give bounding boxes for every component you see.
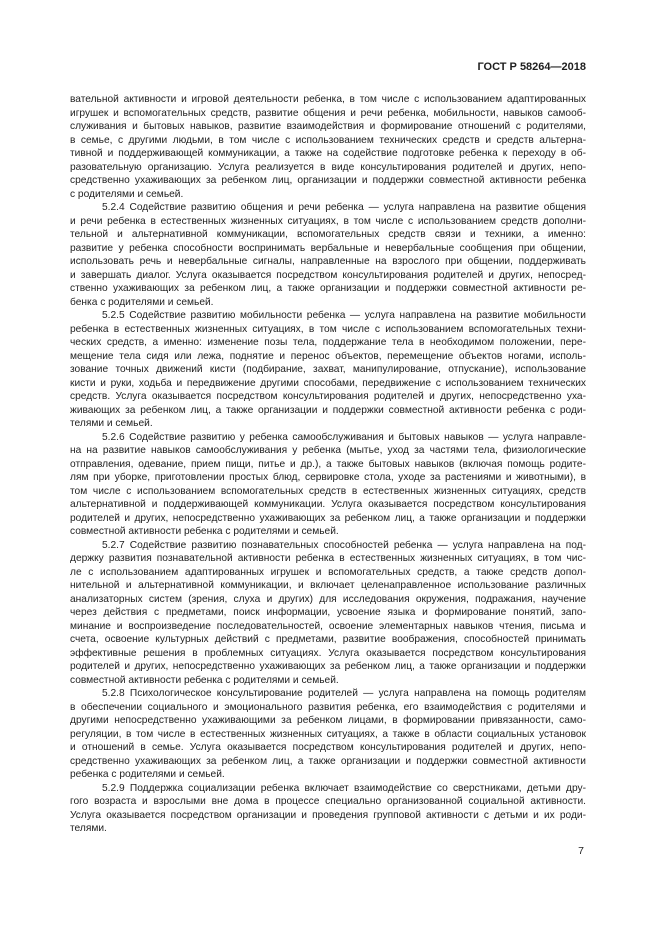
text-line: тивной и поддерживающей коммуникации, а также на содействие подготовке ребенка к переходу в об- [70,148,586,159]
text-line: и речи ребенка в естественных жизненных ситуациях, в том числе с использованием средств дополни- [70,215,586,227]
text-line: игрушек и вспомогательных средств, развитие общения и речи ребенка, мобильности, навыков самооб- [70,107,586,119]
text-line: живающих за ребенком лиц, а также организации и поддержки совместной активности ребенка с роди- [70,404,586,416]
text-line: гого возраста и взрослыми вне дома в процессе специально организованной социальной активности. [70,796,586,807]
text-line: эффективные решения в проблемных ситуациях. Услуга оказывается посредством консультирования [70,647,586,659]
text-line: родителей и других, непосредственно ухаживающих за ребенком лиц, а также организации и поддержки [70,661,586,672]
text-line: и завершать диалог. Услуга оказывается посредством консультирования родителей и других, непосред- [70,269,586,281]
text-line: с родителями и семьей. [70,188,184,200]
text-line: минание и воспроизведение последовательностей, освоение элементарных навыков чтения, письма и [70,620,586,632]
standard-code: ГОСТ Р 58264—2018 [477,61,586,73]
text-line: телями. [70,823,107,834]
text-line: через действия с предметами, поиск информации, усвоение языка и формирование понятий, запо- [70,607,586,618]
text-line: бенка с родителями и семьей. [70,296,214,308]
paragraph-5-2-6 [70,431,586,539]
paragraph-5-2-7 [70,539,586,688]
text-line: в обеспечении социального и эмоционального развития ребенка, его взаимодействия с родителями и [70,701,586,713]
text-line: в семье, с другими людьми, в том числе с использованием технических средств и средств альтерна- [70,134,586,146]
text-line: совместной активности ребенка с родителями и семьей. [70,674,339,686]
text-line: разовательную организацию. Услуга реализуется в виде консультирования родителей и других, непо- [70,161,586,173]
paragraph-5-2-4 [70,201,586,309]
text-line: счета, освоение культурных действий с предметами, развитие воображения, способностей принимать [70,634,586,645]
text-line: 5.2.9 Поддержка социализации ребенка включает взаимодействие со сверстниками, детьми дру- [102,782,586,794]
text-line: ческих средств, а именно: изменение позы тела, поддержание тела в необходимом положении, пере- [70,337,586,348]
page-number: 7 [578,845,584,857]
text-line: ственно ухаживающих за ребенком лиц, а также организации и поддержки совместной активности ре- [70,283,586,294]
text-line: средственно ухаживающих за ребенком лиц, а также организации и поддержки совместной активности [70,755,586,767]
text-line: 5.2.5 Содействие развитию мобильности ребенка — услуга направлена на развитие мобильности [102,310,586,321]
text-line: зование точных движений кисти (подбирание, захват, манипулирование, отпускание), использование [70,364,586,375]
text-line: телями и семьей. [70,418,153,429]
text-line: нительной и альтернативной коммуникации, и включает целенаправленное использование различных [70,580,586,591]
text-line: отправления, одевание, прием пищи, питье и др.), а также бытовых навыков (включая помощь родите- [70,458,586,470]
text-line: развитие у ребенка способности воспринимать вербальные и невербальные сообщения при общении, [70,242,586,254]
document-body [70,93,586,836]
text-line: анализаторных систем (зрения, слуха и других) для исследования окружения, подражания, научение [70,593,586,605]
text-line: мещение тела сидя или лежа, поднятие и перенос объектов, перемещение объектов ногами, исполь- [70,350,586,362]
text-line: 5.2.7 Содействие развитию познавательных способностей ребенка — услуга направлена на под- [102,539,586,551]
text-line: 5.2.4 Содействие развитию общения и речи ребенка — услуга направлена на развитие общения [102,202,586,213]
text-line: на на развитие навыков самообслуживания у ребенка (мытье, уход за частями тела, физиологические [70,445,586,456]
text-line: ребенка в естественных жизненных ситуациях, в том числе с использованием вспомогательных техни- [70,323,586,335]
text-line: и отношений в семье. Услуга оказывается посредством консультирования родителей и других, непо- [70,742,586,753]
text-line: совместной активности ребенка с родителями и семьей. [70,526,339,537]
paragraph-5-2-5 [70,309,586,431]
text-line: средств. Услуга оказывается посредством консультирования родителей и других, непосредственно уха- [70,391,586,402]
text-line: кисти и руки, ходьба и передвижение другими способами, передвижение с использованием технических [70,377,586,389]
text-line: 5.2.8 Психологическое консультирование родителей — услуга направлена на помощь родителям [102,688,586,699]
text-line: использовать речь и невербальные сигналы, направленные на взрослого при общении, поддерживать [70,256,586,267]
text-line: средственно ухаживающих за ребенком лиц, организации и поддержки совместной активности ребенка [70,175,586,186]
text-line: держку развития познавательной активности ребенка в естественных жизненных ситуациях, в том чис- [70,553,586,564]
text-line: регуляции, в том числе в естественных жизненных ситуациях, а также в области социальных установок [70,728,586,740]
text-line: другими непосредственно ухаживающими за ребенком лицами, в формировании привязанности, само- [70,715,586,726]
text-line: ле с использованием адаптированных игрушек и вспомогательных средств, а также средств допол- [70,566,586,578]
text-line: лям при уборке, приготовлении простых блюд, сервировке стола, уходе за растениями и животными), в [70,472,586,483]
text-line: ребенка с родителями и семьей. [70,769,225,780]
text-line: 5.2.6 Содействие развитию у ребенка самообслуживания и бытовых навыков — услуга направле- [102,431,586,443]
text-line: вательной активности и игровой деятельности ребенка, в том числе с использованием адаптированных [70,94,586,105]
text-line: альтернативной и поддерживающей коммуникации. Услуга оказывается посредством консультирования [70,499,586,510]
text-line: родителей и других, непосредственно ухаживающих за ребенком лиц, а также организации и поддержки [70,512,586,524]
text-line: служивания и бытовых навыков, развитие взаимодействия и формирование отношений с родителями, [70,121,586,132]
paragraph-5-2-9 [70,782,586,836]
text-line: тельной и альтернативной коммуникации, вспомогательных средств связи и техники, а именно: [70,229,586,240]
paragraph-5-2-8 [70,687,586,782]
paragraph-continuation [70,93,586,201]
text-line: том числе с использованием вспомогательных средств в естественных жизненных ситуациях, средств [70,485,586,497]
text-line: Услуга оказывается посредством организации и проведения групповой активности с детьми и их роди- [70,809,586,821]
